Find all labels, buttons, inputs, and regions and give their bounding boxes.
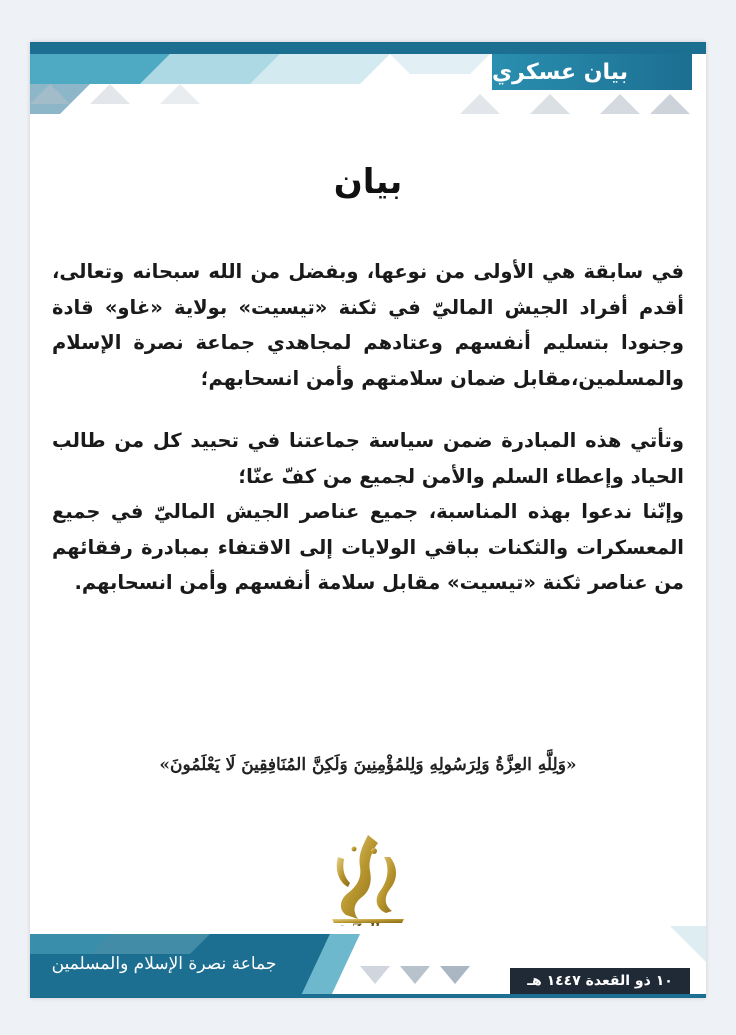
header-label: بيان عسكري [492, 54, 692, 90]
organization-name: جماعة نصرة الإسلام والمسلمين [51, 954, 277, 974]
statement-body [52, 254, 684, 601]
paragraph-3: وإنّنا ندعوا بهذه المناسبة، جميع عناصر الجيش الماليّ في جميع المعسكرات والثكنات بباقي الولايات إلى الاقتفاء بمبادرة رفقائهم من عناصر ثكنة «تيسيت» مقابل سلامة أنفسهم وأمن انسحابهم. [52, 500, 684, 594]
statement-document [30, 42, 706, 998]
paragraph-1: في سابقة هي الأولى من نوعها، وبفضل من الله سبحانه وتعالى، أقدم أفراد الجيش الماليّ في ثكنة «تيسيت» بولاية «غاو» قادة وجنودا بتسليم أنفسهم وعتادهم لمجاهدي جماعة نصرة الإسلام والمسلمين،مقابل ضمان سلامتهم وأمن انسحابهم؛ [52, 260, 684, 390]
az-zallaqa-calligraphy-logo-icon [318, 827, 418, 937]
quran-verse: «وَلِلَّهِ العِزَّةُ وَلِرَسُولِهِ وَلِلمُؤْمِنِينَ وَلَكِنَّ المُنَافِقِينَ لَا يَعْلَمُونَ» [159, 755, 577, 775]
page-title: بيان [333, 162, 403, 202]
date-label: ١٠ ذو القعدة ١٤٤٧ هـ [510, 968, 690, 994]
paragraph-2: وتأتي هذه المبادرة ضمن سياسة جماعتنا في تحييد كل من طالب الحياد وإعطاء السلم والأمن لجميع من كفّ عنّا؛ [52, 429, 684, 488]
